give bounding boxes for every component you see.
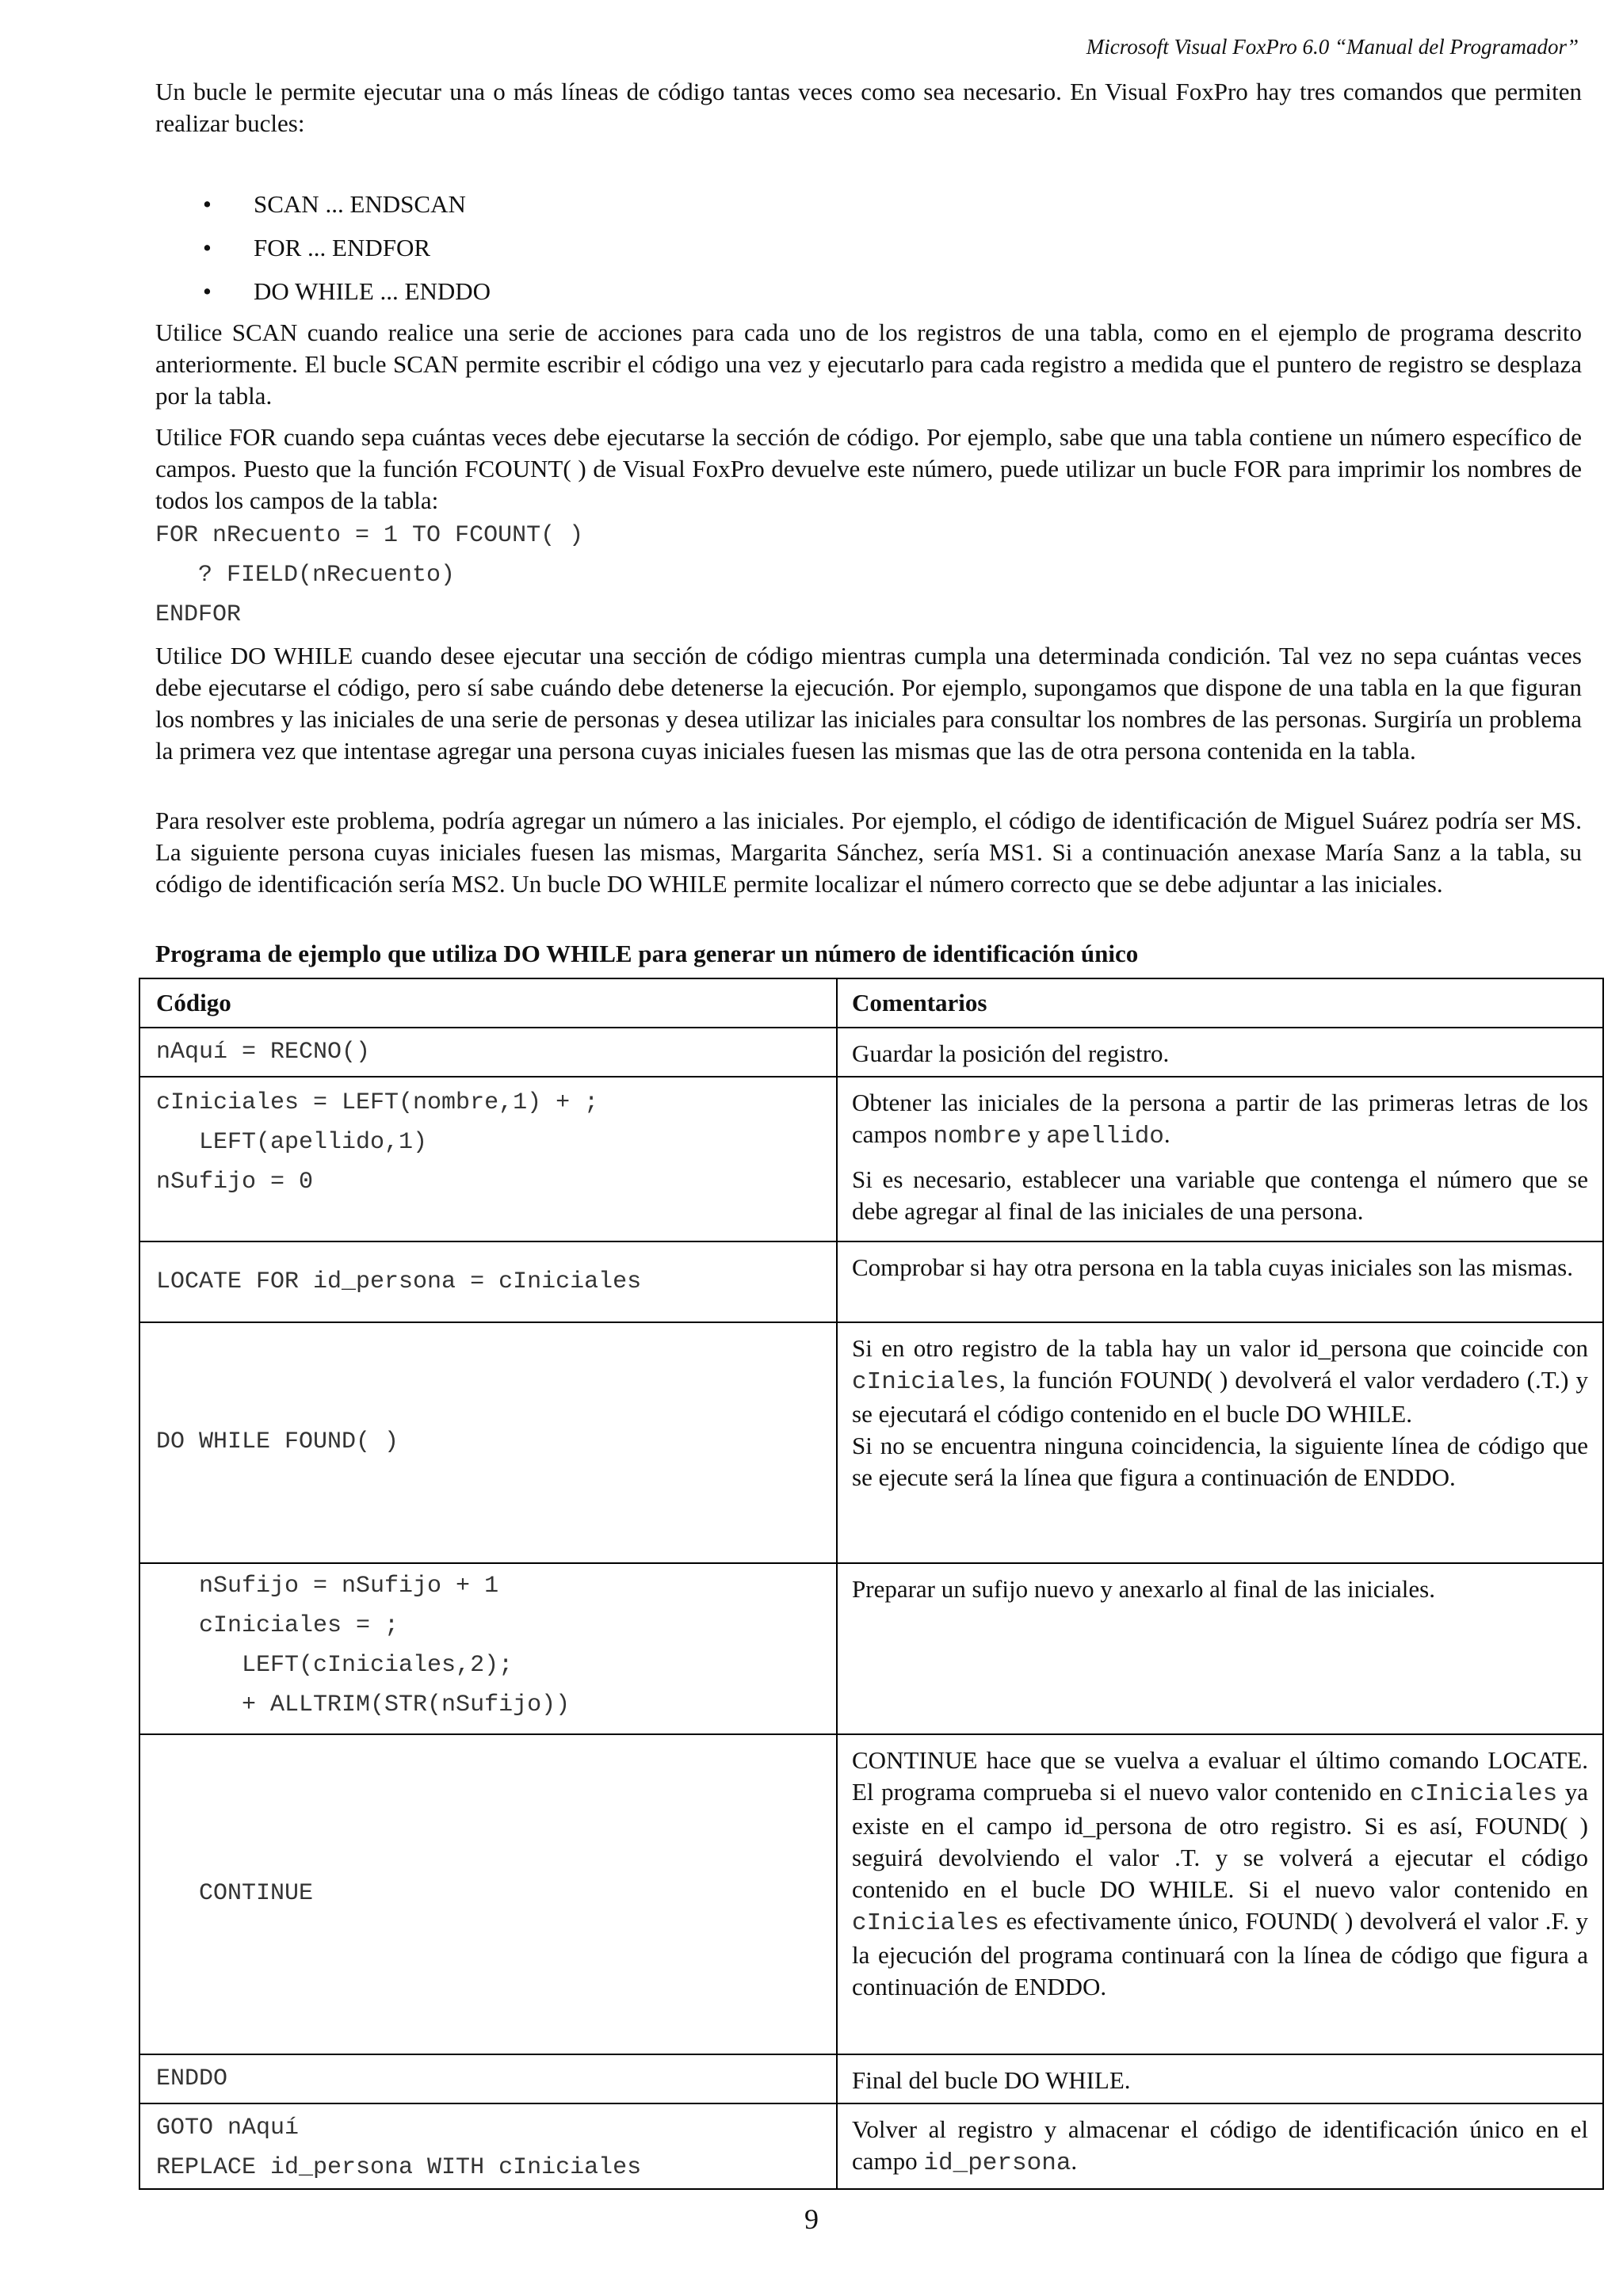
code-line: nAquí = RECNO() <box>156 1039 371 1066</box>
comment-cell <box>838 1323 1602 1562</box>
resolve-paragraph: Para resolver este problema, podría agregar un número a las iniciales. Por ejemplo, el código de identificación de Miguel Suárez podría ser MS. La siguiente persona cuyas iniciales fuesen las mismas, Margarita Sánchez, sería MS1. Si a continuación anexase María Sanz a la tabla, su código de identificación sería MS2. Un bucle DO WHILE permite localizar el número correcto que se debe adjuntar a las iniciales. <box>155 807 1582 898</box>
table-row <box>140 2103 1602 2188</box>
table-row <box>140 1241 1602 1322</box>
code-line: nSufijo = 0 <box>156 1169 314 1196</box>
code-cell <box>140 1735 838 2054</box>
code-line: ? FIELD(nRecuento) <box>155 562 456 589</box>
code-line: nSufijo = nSufijo + 1 <box>156 1573 499 1600</box>
table-row <box>140 1027 1602 1076</box>
table-header-row <box>140 979 1602 1027</box>
code-line: LOCATE FOR id_persona = cIniciales <box>156 1268 642 1295</box>
dowhile-paragraph: Utilice DO WHILE cuando desee ejecutar una sección de código mientras cumpla una determinada condición. Tal vez no sepa cuántas veces debe ejecutarse el código, pero sí sabe cuándo debe detenerse la ejecución. Por ejemplo, supongamos que dispone de una tabla en la que figuran los nombres y las iniciales de una serie de personas y desea utilizar las iniciales para consultar los nombres de las personas. Surgiría un problema la primera vez que intentase agregar una persona cuyas iniciales fuesen las mismas que las de otra persona contenida en la tabla. <box>155 642 1582 765</box>
table-row <box>140 1076 1602 1241</box>
comment-text: Si no se encuentra ninguna coincidencia, la siguiente línea de código que se ejecute será la línea que figura a continuación de ENDDO. <box>852 1432 1588 1491</box>
bullet-icon: • <box>203 277 212 305</box>
comment-text: Si es necesario, establecer una variable que contenga el número que se debe agregar al final de las iniciales de una persona. <box>852 1165 1588 1225</box>
code-line: + ALLTRIM(STR(nSufijo)) <box>156 1691 571 1718</box>
code-line: FOR nRecuento = 1 TO FCOUNT( ) <box>155 522 584 549</box>
comment-text: Si en otro registro de la tabla hay un valor id_persona que coincide con cIniciales, la función FOUND( ) devolverá el valor verdadero (.T.) y se ejecutará el código contenido en el bucle DO WHILE. <box>852 1334 1588 1428</box>
bullet-text: SCAN ... ENDSCAN <box>254 190 466 218</box>
table-caption: Programa de ejemplo que utiliza DO WHILE para generar un número de identificación único <box>155 940 1139 967</box>
for-paragraph: Utilice FOR cuando sepa cuántas veces debe ejecutarse la sección de código. Por ejemplo, sabe que una tabla contiene un número específico de campos. Puesto que la función FCOUNT( ) de Visual FoxPro devuelve este número, puede utilizar un bucle FOR para imprimir los nombres de todos los campos de la tabla: <box>155 423 1582 514</box>
comment-cell: Comprobar si hay otra persona en la tabla cuyas iniciales son las mismas. <box>852 1253 1573 1281</box>
code-line: cIniciales = LEFT(nombre,1) + ; <box>156 1089 599 1116</box>
comment-cell: CONTINUE hace que se vuelva a evaluar el último comando LOCATE. El programa comprueba si el nuevo valor contenido en cIniciales ya existe en el campo id_persona de otro registro. Si es así, FOUND( ) seguirá devolviendo el valor .T. y se volverá a ejecutar el código contenido en el bucle DO WHILE. Si el nuevo valor contenido en cIniciales es efectivamente único, FOUND( ) devolverá el valor .F. y la ejecución del programa continuará con la línea de código que figura a continuación de ENDDO. <box>852 1746 1589 2000</box>
code-cell <box>140 1077 838 1241</box>
comment-cell: Final del bucle DO WHILE. <box>852 2066 1131 2094</box>
code-cell <box>140 2104 838 2188</box>
code-line: ENDFOR <box>155 601 242 628</box>
example-table <box>139 978 1604 2190</box>
code-line: DO WHILE FOUND( ) <box>156 1428 399 1455</box>
code-cell <box>140 1028 838 1076</box>
code-cell <box>140 2055 838 2103</box>
table-row <box>140 1733 1602 2054</box>
code-line: cIniciales = ; <box>156 1612 399 1639</box>
intro-paragraph: Un bucle le permite ejecutar una o más líneas de código tantas veces como sea necesario. En Visual FoxPro hay tres comandos que permiten realizar bucles: <box>155 78 1582 137</box>
table-row <box>140 1562 1602 1733</box>
bullet-icon: • <box>203 190 212 218</box>
table-row <box>140 1322 1602 1562</box>
column-header-code: Código <box>140 979 838 1027</box>
bullet-icon: • <box>203 234 212 261</box>
code-line: ENDDO <box>156 2065 228 2092</box>
comment-cell: Preparar un sufijo nuevo y anexarlo al final de las iniciales. <box>852 1575 1435 1603</box>
code-line: CONTINUE <box>156 1880 314 1907</box>
bullet-text: FOR ... ENDFOR <box>254 234 431 261</box>
code-line: LEFT(apellido,1) <box>156 1129 428 1156</box>
comment-cell <box>838 1077 1602 1241</box>
scan-paragraph: Utilice SCAN cuando realice una serie de acciones para cada uno de los registros de una tabla, como en el ejemplo de programa descrito anteriormente. El bucle SCAN permite escribir el código una vez y ejecutarlo para cada registro a medida que el puntero de registro se desplaza por la tabla. <box>155 318 1582 410</box>
code-line: LEFT(cIniciales,2); <box>156 1652 514 1679</box>
comment-cell: Guardar la posición del registro. <box>852 1039 1170 1067</box>
running-header: Microsoft Visual FoxPro 6.0 “Manual del Programador” <box>1086 35 1579 59</box>
page-number: 9 <box>804 2203 819 2235</box>
bullet-text: DO WHILE ... ENDDO <box>254 277 491 305</box>
code-cell <box>140 1242 838 1322</box>
table-row <box>140 2054 1602 2103</box>
column-header-comments: Comentarios <box>852 989 987 1016</box>
comment-text: Obtener las iniciales de la persona a partir de las primeras letras de los campos nombre y apellido. <box>852 1089 1588 1150</box>
code-cell <box>140 1323 838 1562</box>
code-line: GOTO nAquí <box>156 2115 300 2142</box>
code-line: REPLACE id_persona WITH cIniciales <box>156 2154 642 2181</box>
comment-cell: Volver al registro y almacenar el código de identificación único en el campo id_persona. <box>852 2115 1588 2177</box>
code-cell <box>140 1564 838 1733</box>
